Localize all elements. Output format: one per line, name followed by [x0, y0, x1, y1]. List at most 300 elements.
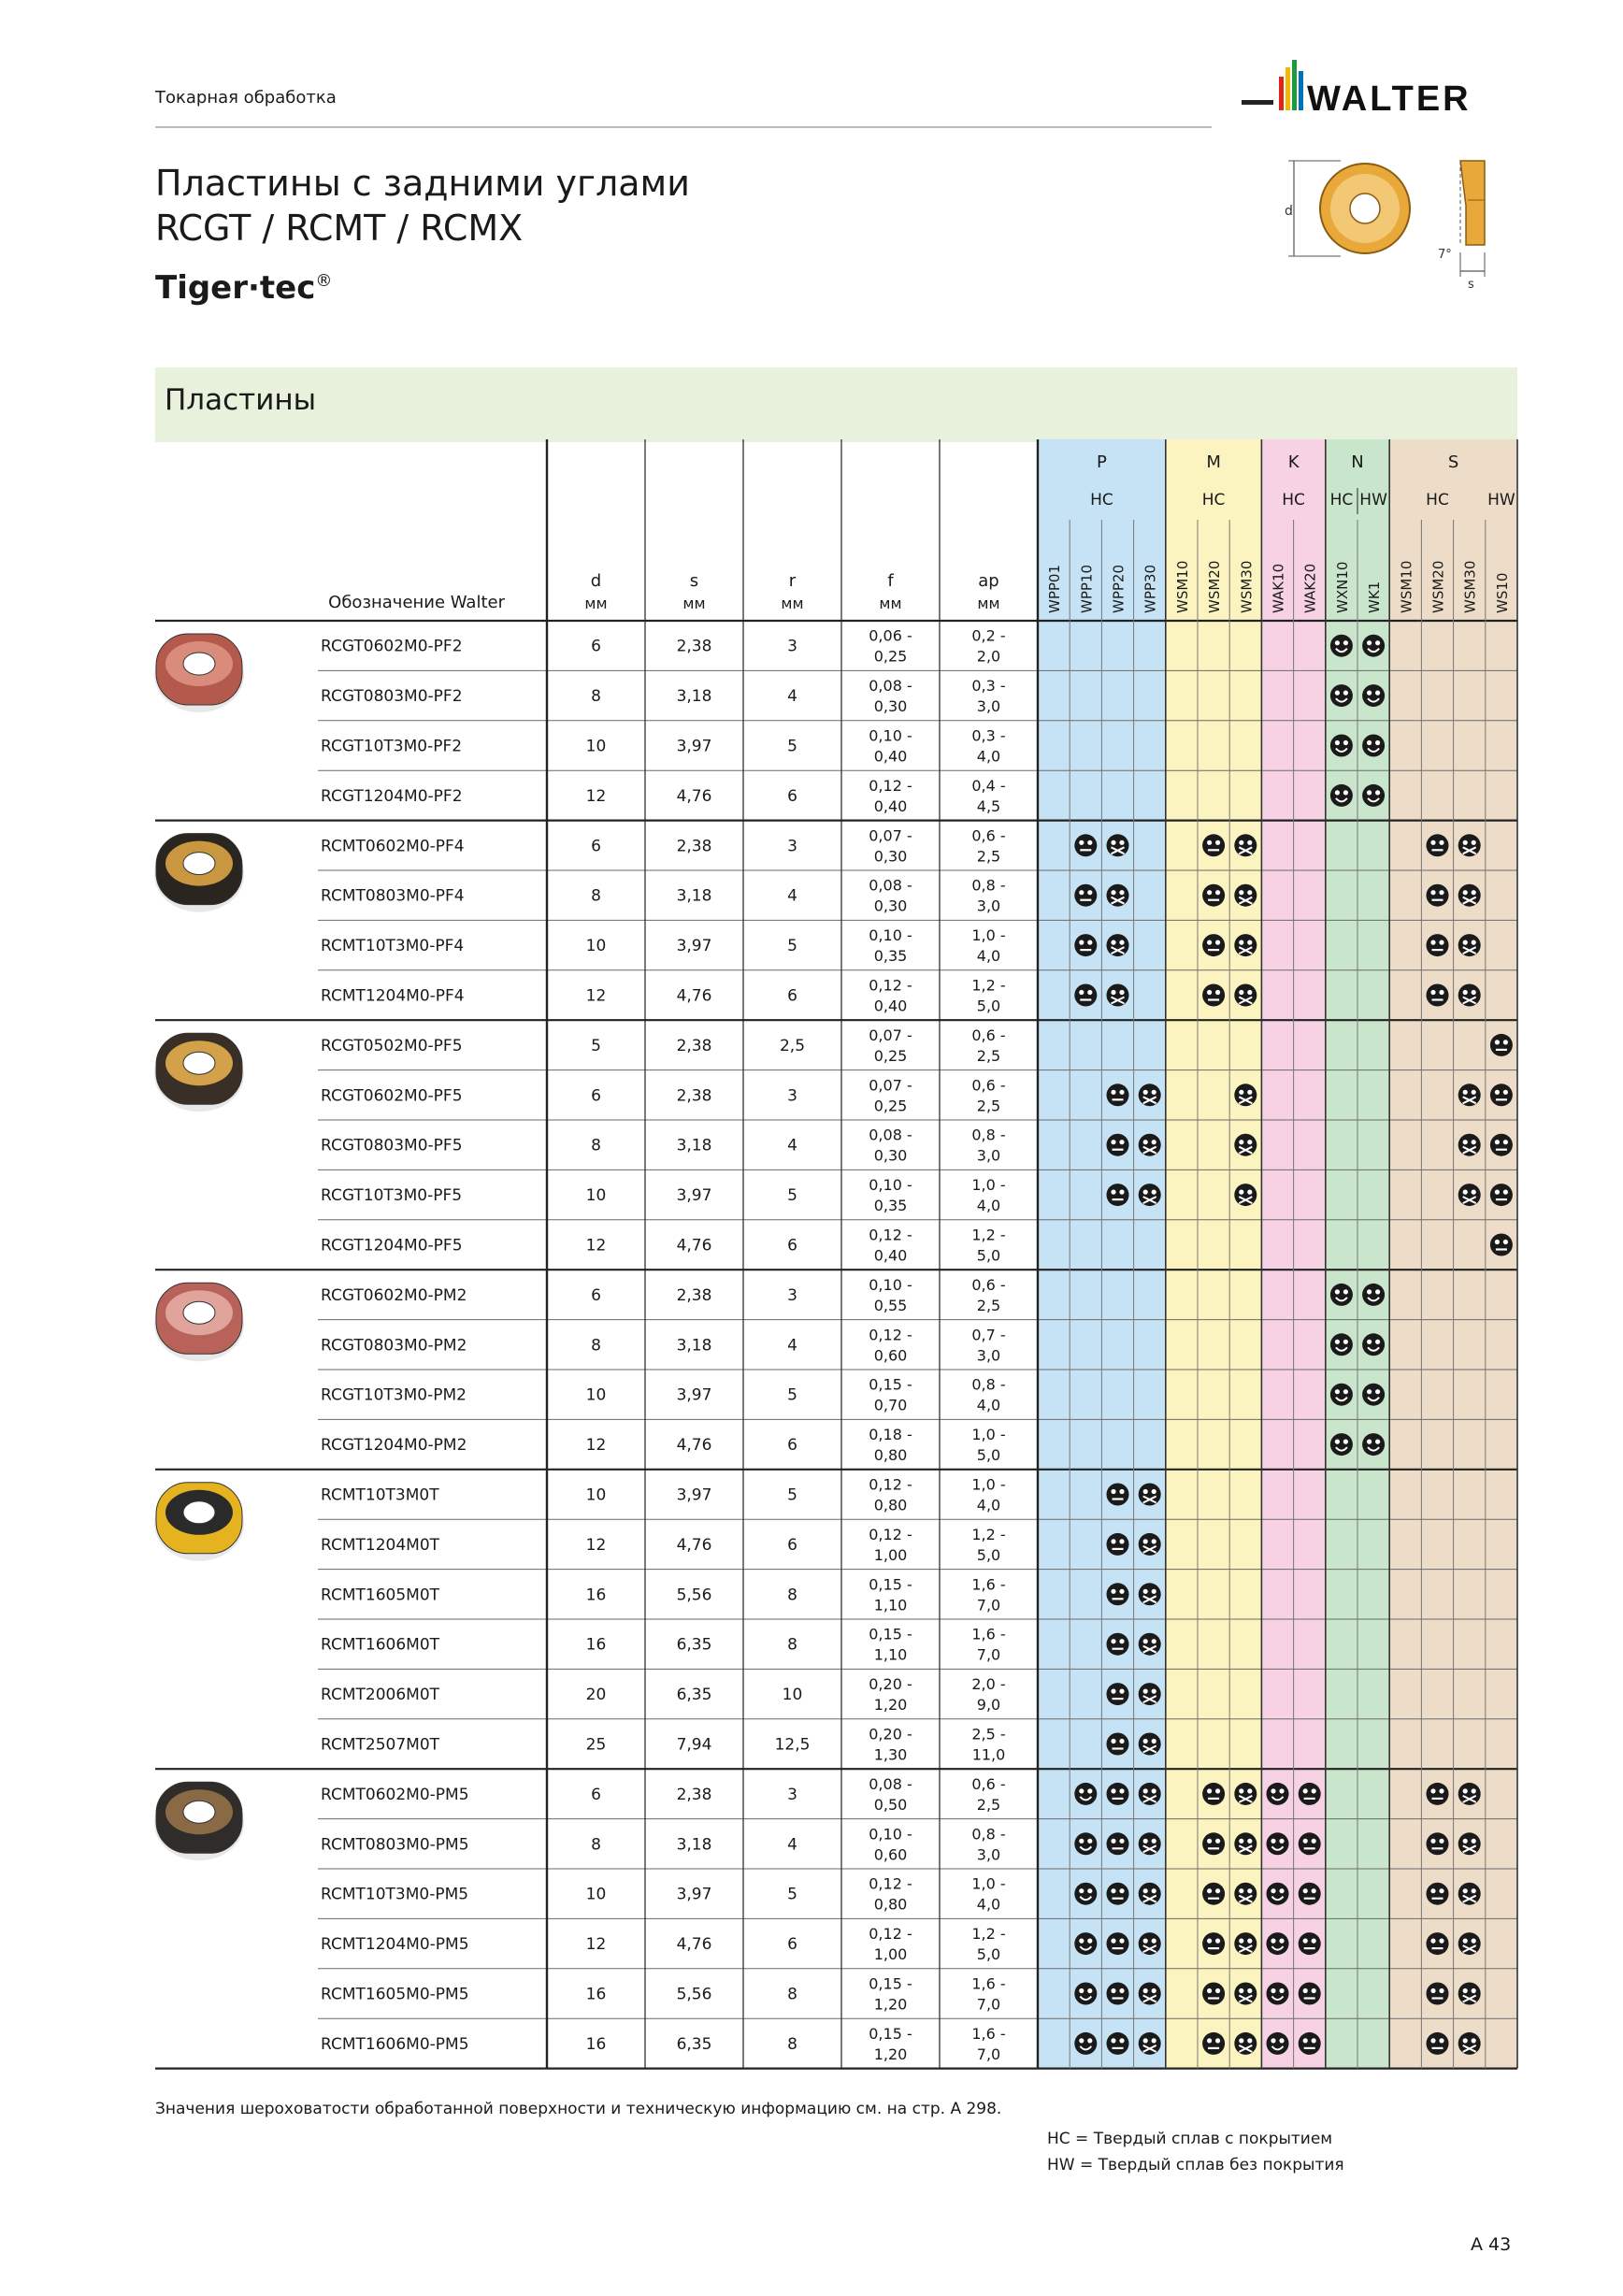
- ap-cell-line1: 1,2 -: [971, 1525, 1006, 1543]
- happy-face-icon: [1362, 1433, 1385, 1456]
- f-cell-line1: 0,12 -: [869, 776, 912, 795]
- f-cell-line2: 0,55: [873, 1296, 908, 1314]
- d-cell: 6: [591, 1785, 601, 1804]
- cross-face-icon: [1234, 984, 1257, 1007]
- s-cell: 6,35: [676, 1686, 712, 1705]
- f-cell-line2: 0,40: [873, 997, 908, 1015]
- neutral-face-icon: [1107, 1583, 1129, 1605]
- cross-face-icon: [1458, 934, 1481, 956]
- f-cell-line1: 0,07 -: [869, 1026, 912, 1044]
- r-cell: 3: [787, 1285, 797, 1305]
- col-header-ap: ap: [978, 571, 999, 591]
- rcmt-pf4-insert-image: [154, 834, 244, 912]
- neutral-face-icon: [1107, 1832, 1129, 1855]
- cross-face-icon: [1107, 834, 1129, 856]
- f-cell-line1: 0,12 -: [869, 1326, 912, 1344]
- page-title-line1: Пластины с задними углами: [155, 163, 690, 204]
- f-cell-line2: 1,30: [873, 1745, 908, 1764]
- coating-label: HW: [1359, 491, 1387, 509]
- f-cell-line2: 0,35: [873, 1197, 908, 1215]
- cross-face-icon: [1107, 884, 1129, 907]
- designation-cell: RCGT10T3M0-PF2: [321, 737, 463, 756]
- happy-face-icon: [1362, 1384, 1385, 1406]
- happy-face-icon: [1267, 1783, 1289, 1805]
- ap-cell-line1: 0,8 -: [971, 876, 1006, 895]
- d-cell: 8: [591, 687, 601, 707]
- happy-face-icon: [1074, 1932, 1097, 1955]
- happy-face-icon: [1330, 1384, 1353, 1406]
- happy-face-icon: [1330, 1333, 1353, 1356]
- designation-cell: RCGT0602M0-PF2: [321, 637, 463, 656]
- f-cell-line1: 0,15 -: [869, 1625, 912, 1643]
- ap-cell-line2: 5,0: [976, 1545, 1001, 1564]
- neutral-face-icon: [1299, 2032, 1321, 2055]
- grade-label-wak20: WAK20: [1301, 563, 1319, 613]
- f-cell-line2: 1,00: [873, 1545, 908, 1564]
- designation-cell: RCGT0602M0-PM2: [321, 1285, 467, 1305]
- rcgt-pf2-insert-image: [154, 634, 244, 712]
- f-cell-line1: 0,10 -: [869, 726, 912, 745]
- d-cell: 8: [591, 886, 601, 906]
- footnote: Значения шероховатости обработанной поверхности и техническую информацию см. на стр. А 298.: [155, 2100, 1002, 2118]
- coating-label: HC: [1329, 491, 1354, 509]
- r-cell: 10: [782, 1686, 803, 1705]
- designation-cell: RCGT1204M0-PF5: [321, 1236, 463, 1256]
- d-cell: 12: [585, 1436, 607, 1456]
- neutral-face-icon: [1202, 1832, 1225, 1855]
- designation-cell: RCGT0803M0-PF2: [321, 687, 463, 707]
- cross-face-icon: [1234, 1883, 1257, 1905]
- cross-face-icon: [1139, 1733, 1161, 1756]
- s-cell: 3,18: [676, 886, 712, 906]
- neutral-face-icon: [1299, 1883, 1321, 1905]
- f-cell-line2: 0,60: [873, 1346, 908, 1365]
- cross-face-icon: [1139, 1633, 1161, 1656]
- ap-cell-line2: 2,5: [976, 1097, 1001, 1115]
- ap-cell-line1: 0,6 -: [971, 1026, 1006, 1044]
- designation-cell: RCMT0602M0-PF4: [321, 837, 465, 856]
- ap-cell-line1: 0,8 -: [971, 1126, 1006, 1144]
- cross-face-icon: [1139, 1134, 1161, 1156]
- cross-face-icon: [1234, 834, 1257, 856]
- grade-label-wpp01: WPP01: [1046, 564, 1064, 613]
- s-cell: 7,94: [676, 1735, 712, 1755]
- neutral-face-icon: [1202, 884, 1225, 907]
- happy-face-icon: [1074, 1832, 1097, 1855]
- neutral-face-icon: [1490, 1134, 1513, 1156]
- r-cell: 5: [787, 1485, 797, 1505]
- designation-cell: RCMT10T3M0T: [321, 1485, 439, 1505]
- s-cell: 2,38: [676, 1036, 712, 1055]
- coating-label: HC: [1201, 491, 1226, 509]
- f-cell-line1: 0,10 -: [869, 926, 912, 945]
- happy-face-icon: [1074, 1983, 1097, 2005]
- col-header-s: s: [689, 571, 699, 591]
- legend-hc: HC = Твердый сплав с покрытием: [1047, 2130, 1333, 2148]
- grade-label-wsm30: WSM30: [1461, 560, 1479, 613]
- d-cell: 10: [585, 1485, 607, 1505]
- d-cell: 20: [585, 1686, 607, 1705]
- rcgt-pf5-insert-image: [154, 1033, 244, 1112]
- ap-cell-line2: 5,0: [976, 997, 1001, 1015]
- ap-cell-line1: 2,0 -: [971, 1675, 1006, 1694]
- ap-cell-line2: 5,0: [976, 1945, 1001, 1964]
- cross-face-icon: [1107, 934, 1129, 956]
- d-cell: 8: [591, 1835, 601, 1855]
- page-title-line2: RCGT / RCMT / RCMX: [155, 208, 524, 249]
- happy-face-icon: [1267, 1832, 1289, 1855]
- cross-face-icon: [1458, 1883, 1481, 1905]
- designation-cell: RCGT0602M0-PF5: [321, 1086, 463, 1106]
- page-number: A 43: [1471, 2234, 1512, 2255]
- ap-cell-line1: 0,7 -: [971, 1326, 1006, 1344]
- r-cell: 5: [787, 1385, 797, 1405]
- neutral-face-icon: [1074, 934, 1097, 956]
- f-cell-line2: 0,30: [873, 897, 908, 915]
- designation-cell: RCMT10T3M0-PM5: [321, 1885, 469, 1904]
- f-cell-line2: 1,10: [873, 1596, 908, 1614]
- cross-face-icon: [1139, 2032, 1161, 2055]
- brand-registered-mark: ®: [315, 271, 333, 291]
- ap-cell-line2: 2,5: [976, 1046, 1001, 1065]
- f-cell-line2: 0,25: [873, 647, 908, 666]
- r-cell: 5: [787, 1186, 797, 1206]
- f-cell-line2: 0,30: [873, 1146, 908, 1165]
- r-cell: 6: [787, 986, 797, 1006]
- ap-cell-line2: 4,0: [976, 747, 1001, 766]
- ap-cell-line2: 9,0: [976, 1696, 1001, 1715]
- designation-cell: RCMT1605M0-PM5: [321, 1985, 469, 2004]
- cross-face-icon: [1234, 1783, 1257, 1805]
- col-header-f: f: [887, 571, 894, 591]
- designation-cell: RCMT1606M0T: [321, 1635, 440, 1655]
- designation-cell: RCMT2006M0T: [321, 1686, 440, 1705]
- cross-face-icon: [1139, 1484, 1161, 1506]
- happy-face-icon: [1267, 1883, 1289, 1905]
- f-cell-line2: 1,20: [873, 1696, 908, 1715]
- r-cell: 4: [787, 687, 797, 707]
- ap-cell-line1: 0,2 -: [971, 626, 1006, 645]
- d-cell: 12: [585, 986, 607, 1006]
- logo-text: WALTER: [1307, 79, 1472, 119]
- f-cell-line1: 0,15 -: [869, 1974, 912, 1993]
- neutral-face-icon: [1107, 2032, 1129, 2055]
- neutral-face-icon: [1107, 1134, 1129, 1156]
- diagram-s-label: s: [1468, 278, 1474, 290]
- iso-group-p: P: [1096, 452, 1107, 472]
- section-band-title: Пластины: [165, 383, 317, 417]
- diagram-angle-label: 7°: [1438, 248, 1452, 262]
- neutral-face-icon: [1202, 1883, 1225, 1905]
- designation-cell: RCMT1204M0-PF4: [321, 986, 465, 1006]
- neutral-face-icon: [1427, 2032, 1449, 2055]
- iso-group-n: N: [1351, 452, 1364, 472]
- ap-cell-line2: 7,0: [976, 1645, 1001, 1664]
- r-cell: 3: [787, 1785, 797, 1804]
- neutral-face-icon: [1202, 1983, 1225, 2005]
- neutral-face-icon: [1074, 984, 1097, 1007]
- neutral-face-icon: [1107, 1184, 1129, 1206]
- designation-cell: RCMT2507M0T: [321, 1735, 440, 1755]
- d-cell: 12: [585, 786, 607, 806]
- ap-cell-line1: 1,6 -: [971, 1625, 1006, 1643]
- neutral-face-icon: [1427, 1983, 1449, 2005]
- r-cell: 3: [787, 837, 797, 856]
- f-cell-line2: 0,25: [873, 1097, 908, 1115]
- ap-cell-line1: 1,2 -: [971, 976, 1006, 995]
- grade-label-wxn10: WXN10: [1333, 561, 1351, 613]
- cross-face-icon: [1139, 1932, 1161, 1955]
- happy-face-icon: [1330, 684, 1353, 707]
- ap-cell-line2: 4,0: [976, 1396, 1001, 1414]
- col-header-unit-d: мм: [584, 595, 608, 612]
- f-cell-line1: 0,15 -: [869, 1375, 912, 1394]
- col-header-unit-s: мм: [682, 595, 706, 612]
- designation-cell: RCGT0803M0-PF5: [321, 1136, 463, 1155]
- f-cell-line2: 0,40: [873, 747, 908, 766]
- d-cell: 12: [585, 1935, 607, 1955]
- grade-label-wk1: WK1: [1366, 581, 1384, 613]
- s-cell: 3,97: [676, 1885, 712, 1904]
- f-cell-line1: 0,20 -: [869, 1725, 912, 1744]
- ap-cell-line2: 3,0: [976, 1346, 1001, 1365]
- designation-cell: RCGT10T3M0-PF5: [321, 1186, 463, 1206]
- f-cell-line2: 0,40: [873, 1246, 908, 1265]
- neutral-face-icon: [1490, 1234, 1513, 1256]
- ap-cell-line2: 7,0: [976, 1995, 1001, 2014]
- r-cell: 6: [787, 1535, 797, 1555]
- d-cell: 6: [591, 1086, 601, 1106]
- neutral-face-icon: [1202, 2032, 1225, 2055]
- designation-cell: RCGT0803M0-PM2: [321, 1336, 467, 1356]
- f-cell-line1: 0,20 -: [869, 1675, 912, 1694]
- ap-cell-line2: 4,0: [976, 1496, 1001, 1514]
- f-cell-line2: 0,35: [873, 947, 908, 966]
- ap-cell-line2: 3,0: [976, 897, 1001, 915]
- col-header-unit-r: мм: [781, 595, 804, 612]
- s-cell: 4,76: [676, 786, 712, 806]
- d-cell: 8: [591, 1136, 601, 1155]
- d-cell: 10: [585, 737, 607, 756]
- f-cell-line2: 1,00: [873, 1945, 908, 1964]
- r-cell: 2,5: [779, 1036, 806, 1055]
- d-cell: 5: [591, 1036, 601, 1055]
- r-cell: 3: [787, 1086, 797, 1106]
- cross-face-icon: [1139, 1683, 1161, 1705]
- grade-label-wpp20: WPP20: [1110, 564, 1127, 613]
- d-cell: 10: [585, 1186, 607, 1206]
- neutral-face-icon: [1427, 984, 1449, 1007]
- f-cell-line1: 0,15 -: [869, 1575, 912, 1594]
- ap-cell-line2: 4,0: [976, 1197, 1001, 1215]
- cross-face-icon: [1458, 1083, 1481, 1106]
- neutral-face-icon: [1299, 1983, 1321, 2005]
- s-cell: 2,38: [676, 1285, 712, 1305]
- s-cell: 2,38: [676, 1086, 712, 1106]
- coating-label: HC: [1090, 491, 1113, 509]
- s-cell: 4,76: [676, 1535, 712, 1555]
- s-cell: 3,18: [676, 687, 712, 707]
- neutral-face-icon: [1427, 884, 1449, 907]
- r-cell: 6: [787, 786, 797, 806]
- f-cell-line1: 0,12 -: [869, 976, 912, 995]
- ap-cell-line2: 11,0: [971, 1745, 1006, 1764]
- d-cell: 12: [585, 1535, 607, 1555]
- ap-cell-line1: 0,8 -: [971, 1375, 1006, 1394]
- cross-face-icon: [1458, 1134, 1481, 1156]
- d-cell: 16: [585, 1586, 607, 1605]
- d-cell: 12: [585, 1236, 607, 1256]
- neutral-face-icon: [1427, 1932, 1449, 1955]
- neutral-face-icon: [1299, 1832, 1321, 1855]
- cross-face-icon: [1234, 934, 1257, 956]
- f-cell-line1: 0,06 -: [869, 626, 912, 645]
- r-cell: 4: [787, 1835, 797, 1855]
- neutral-face-icon: [1427, 1783, 1449, 1805]
- col-header-d: d: [590, 571, 602, 591]
- cross-face-icon: [1458, 1932, 1481, 1955]
- cross-face-icon: [1458, 1184, 1481, 1206]
- s-cell: 2,38: [676, 1785, 712, 1804]
- section-label: Токарная обработка: [155, 88, 337, 108]
- legend-hw: HW = Твердый сплав без покрытия: [1047, 2156, 1344, 2174]
- f-cell-line1: 0,07 -: [869, 826, 912, 845]
- neutral-face-icon: [1074, 884, 1097, 907]
- f-cell-line1: 0,08 -: [869, 1774, 912, 1793]
- designation-cell: RCGT0502M0-PF5: [321, 1036, 463, 1055]
- iso-group-m: M: [1206, 452, 1221, 472]
- neutral-face-icon: [1202, 834, 1225, 856]
- f-cell-line2: 0,25: [873, 1046, 908, 1065]
- happy-face-icon: [1074, 1783, 1097, 1805]
- col-header-designation: Обозначение Walter: [328, 593, 505, 612]
- table-row: [321, 1675, 1161, 1714]
- cross-face-icon: [1234, 1983, 1257, 2005]
- ap-cell-line2: 3,0: [976, 1146, 1001, 1165]
- rcgt-pm2-insert-image: [154, 1283, 244, 1361]
- ap-cell-line1: 0,6 -: [971, 1275, 1006, 1294]
- cross-face-icon: [1458, 1832, 1481, 1855]
- s-cell: 3,18: [676, 1136, 712, 1155]
- f-cell-line2: 0,60: [873, 1845, 908, 1864]
- r-cell: 8: [787, 2034, 797, 2054]
- happy-face-icon: [1074, 2032, 1097, 2055]
- f-cell-line1: 0,07 -: [869, 1076, 912, 1095]
- grade-label-wsm30: WSM30: [1238, 560, 1256, 613]
- coating-label: HC: [1282, 491, 1305, 509]
- cross-face-icon: [1234, 1134, 1257, 1156]
- r-cell: 5: [787, 1885, 797, 1904]
- d-cell: 16: [585, 1985, 607, 2004]
- table-row: [321, 1626, 1161, 1664]
- f-cell-line2: 0,40: [873, 796, 908, 815]
- ap-cell-line1: 0,6 -: [971, 826, 1006, 845]
- happy-face-icon: [1362, 1284, 1385, 1306]
- cross-face-icon: [1234, 1083, 1257, 1106]
- ap-cell-line2: 7,0: [976, 1596, 1001, 1614]
- f-cell-line2: 0,70: [873, 1396, 908, 1414]
- cross-face-icon: [1234, 1184, 1257, 1206]
- r-cell: 12,5: [774, 1735, 811, 1755]
- designation-cell: RCMT1204M0-PM5: [321, 1935, 469, 1955]
- s-cell: 4,76: [676, 986, 712, 1006]
- cross-face-icon: [1458, 884, 1481, 907]
- r-cell: 8: [787, 1586, 797, 1605]
- s-cell: 3,97: [676, 1385, 712, 1405]
- table-row: [321, 1726, 1161, 1764]
- col-header-unit-ap: мм: [977, 595, 1000, 612]
- s-cell: 5,56: [676, 1586, 712, 1605]
- f-cell-line1: 0,12 -: [869, 1925, 912, 1944]
- designation-cell: RCMT1606M0-PM5: [321, 2034, 469, 2054]
- neutral-face-icon: [1427, 934, 1449, 956]
- d-cell: 10: [585, 937, 607, 956]
- designation-cell: RCMT10T3M0-PF4: [321, 937, 465, 956]
- grade-label-ws10: WS10: [1493, 572, 1511, 613]
- ap-cell-line1: 0,3 -: [971, 726, 1006, 745]
- s-cell: 2,38: [676, 837, 712, 856]
- d-cell: 10: [585, 1885, 607, 1904]
- r-cell: 6: [787, 1236, 797, 1256]
- designation-cell: RCMT0803M0-PF4: [321, 886, 465, 906]
- iso-group-s: S: [1447, 452, 1459, 472]
- happy-face-icon: [1362, 635, 1385, 657]
- happy-face-icon: [1330, 1433, 1353, 1456]
- f-cell-line1: 0,12 -: [869, 1226, 912, 1244]
- iso-group-bg-m: [1166, 439, 1262, 2069]
- table-row: [321, 1575, 1161, 1614]
- r-cell: 6: [787, 1935, 797, 1955]
- neutral-face-icon: [1299, 1932, 1321, 1955]
- cross-face-icon: [1107, 984, 1129, 1007]
- designation-cell: RCMT0803M0-PM5: [321, 1835, 469, 1855]
- d-cell: 16: [585, 1635, 607, 1655]
- neutral-face-icon: [1490, 1034, 1513, 1056]
- ap-cell-line2: 4,0: [976, 947, 1001, 966]
- happy-face-icon: [1267, 1983, 1289, 2005]
- r-cell: 3: [787, 637, 797, 656]
- cross-face-icon: [1234, 2032, 1257, 2055]
- diagram-d-label: d: [1285, 204, 1293, 219]
- cross-face-icon: [1458, 984, 1481, 1007]
- neutral-face-icon: [1202, 934, 1225, 956]
- s-cell: 4,76: [676, 1436, 712, 1456]
- cross-face-icon: [1139, 1533, 1161, 1556]
- ap-cell-line1: 1,0 -: [971, 1475, 1006, 1494]
- r-cell: 5: [787, 937, 797, 956]
- rcmt-pm5-insert-image: [154, 1782, 244, 1860]
- happy-face-icon: [1362, 735, 1385, 757]
- cross-face-icon: [1139, 1184, 1161, 1206]
- d-cell: 16: [585, 2034, 607, 2054]
- happy-face-icon: [1362, 784, 1385, 807]
- cross-face-icon: [1139, 1083, 1161, 1106]
- grade-label-wpp10: WPP10: [1078, 564, 1096, 613]
- f-cell-line1: 0,18 -: [869, 1426, 912, 1444]
- s-cell: 4,76: [676, 1935, 712, 1955]
- f-cell-line1: 0,08 -: [869, 876, 912, 895]
- grade-label-wsm20: WSM20: [1429, 560, 1447, 613]
- ap-cell-line1: 1,0 -: [971, 1426, 1006, 1444]
- col-header-unit-f: мм: [879, 595, 902, 612]
- designation-cell: RCMT1605M0T: [321, 1586, 440, 1605]
- ap-cell-line1: 0,6 -: [971, 1774, 1006, 1793]
- f-cell-line1: 0,15 -: [869, 2024, 912, 2043]
- f-cell-line2: 0,80: [873, 1496, 908, 1514]
- neutral-face-icon: [1299, 1783, 1321, 1805]
- cross-face-icon: [1139, 1783, 1161, 1805]
- ap-cell-line2: 4,5: [976, 796, 1001, 815]
